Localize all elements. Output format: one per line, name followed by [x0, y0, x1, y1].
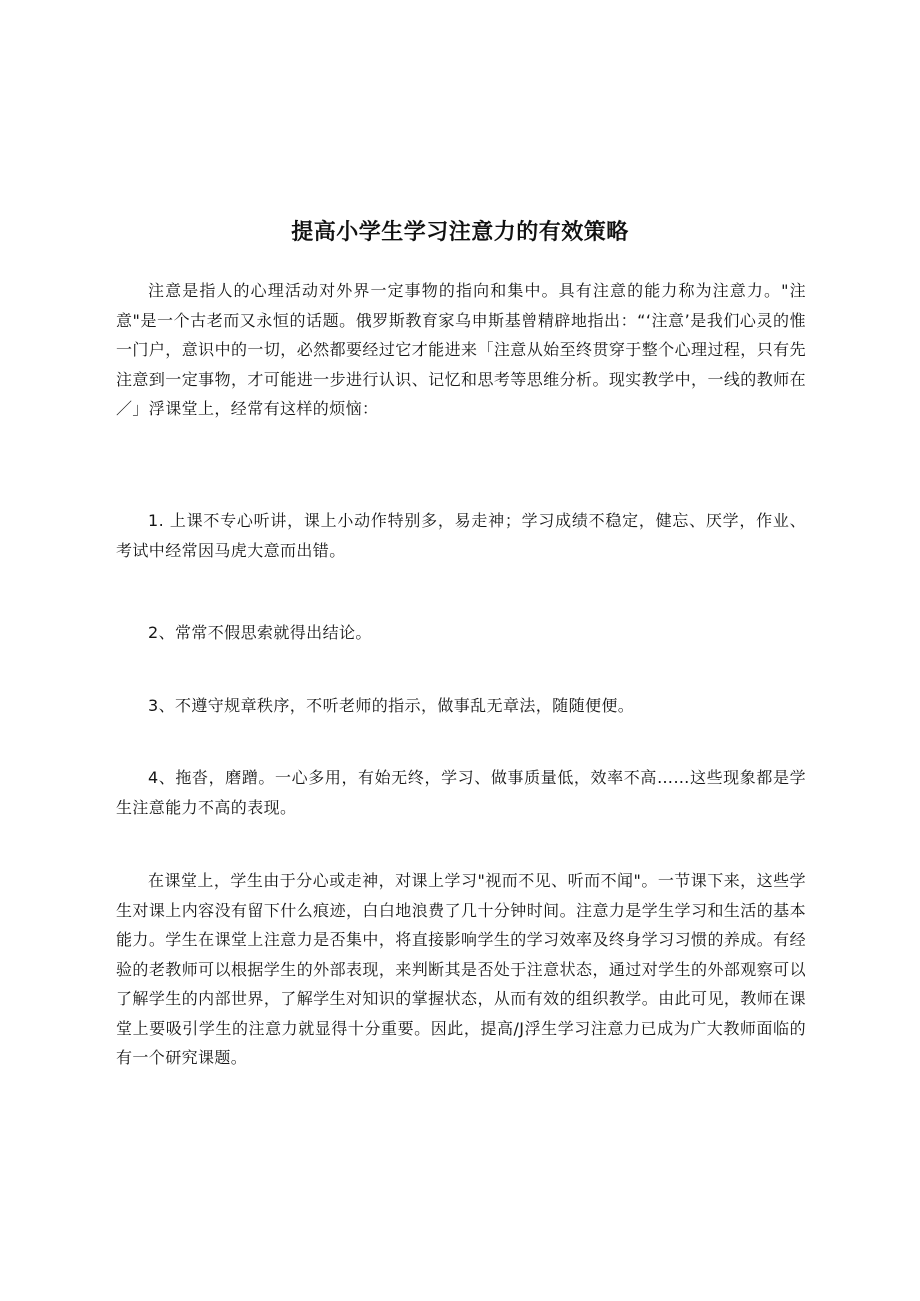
- list-item-2: 2、常常不假思索就得出结论。: [148, 623, 372, 642]
- paragraph-classroom: 在课堂上，学生由于分心或走神，对课上学习"视而不见、听而不闻"。一节课下来，这些学生对课上内容没有留下什么痕迹，白白地浪费了几十分钟时间。注意力是学生学习和生活的基本能力。学生在课堂上注意力是否集中，将直接影响学生的学习效率及终身学习习惯的养成。有经验的老教师可以根据学生的外部表现，来判断其是否处于注意状态，通过对学生的外部观察可以了解学生的内部世界，了解学生对知识的掌握状态，从而有效的组织教学。由此可见，教师在课堂上要吸引学生的注意力就显得十分重要。因此，提高/J浮生学习注意力已成为广大教师面临的有一个研究课题。: [116, 871, 806, 1067]
- list-item-1: 1. 上课不专心听讲，课上小动作特别多，易走神；学习成绩不稳定，健忘、厌学，作业、考试中经常因马虎大意而出错。: [116, 511, 806, 560]
- document-title: 提高小学生学习注意力的有效策略: [291, 219, 629, 245]
- paragraph-intro: 注意是指人的心理活动对外界一定事物的指向和集中。具有注意的能力称为注意力。"注意"是一个古老而又永恒的话题。俄罗斯教育家乌申斯基曾精辟地指出：“‘注意’是我们心灵的惟一门户，意识中的一切，必然都要经过它才能进来「注意从始至终贯穿于整个心理过程，只有先注意到一定事物，才可能进一步进行认识、记忆和思考等思维分析。现实教学中，一线的教师在／」浮课堂上，经常有这样的烦恼：: [116, 281, 806, 418]
- list-item-3: 3、不遵守规章秩序，不听老师的指示，做事乱无章法，随随便便。: [148, 696, 635, 715]
- list-item-4: 4、拖沓，磨蹭。一心多用，有始无终，学习、做事质量低，效率不高……这些现象都是学生注意能力不高的表现。: [116, 768, 806, 817]
